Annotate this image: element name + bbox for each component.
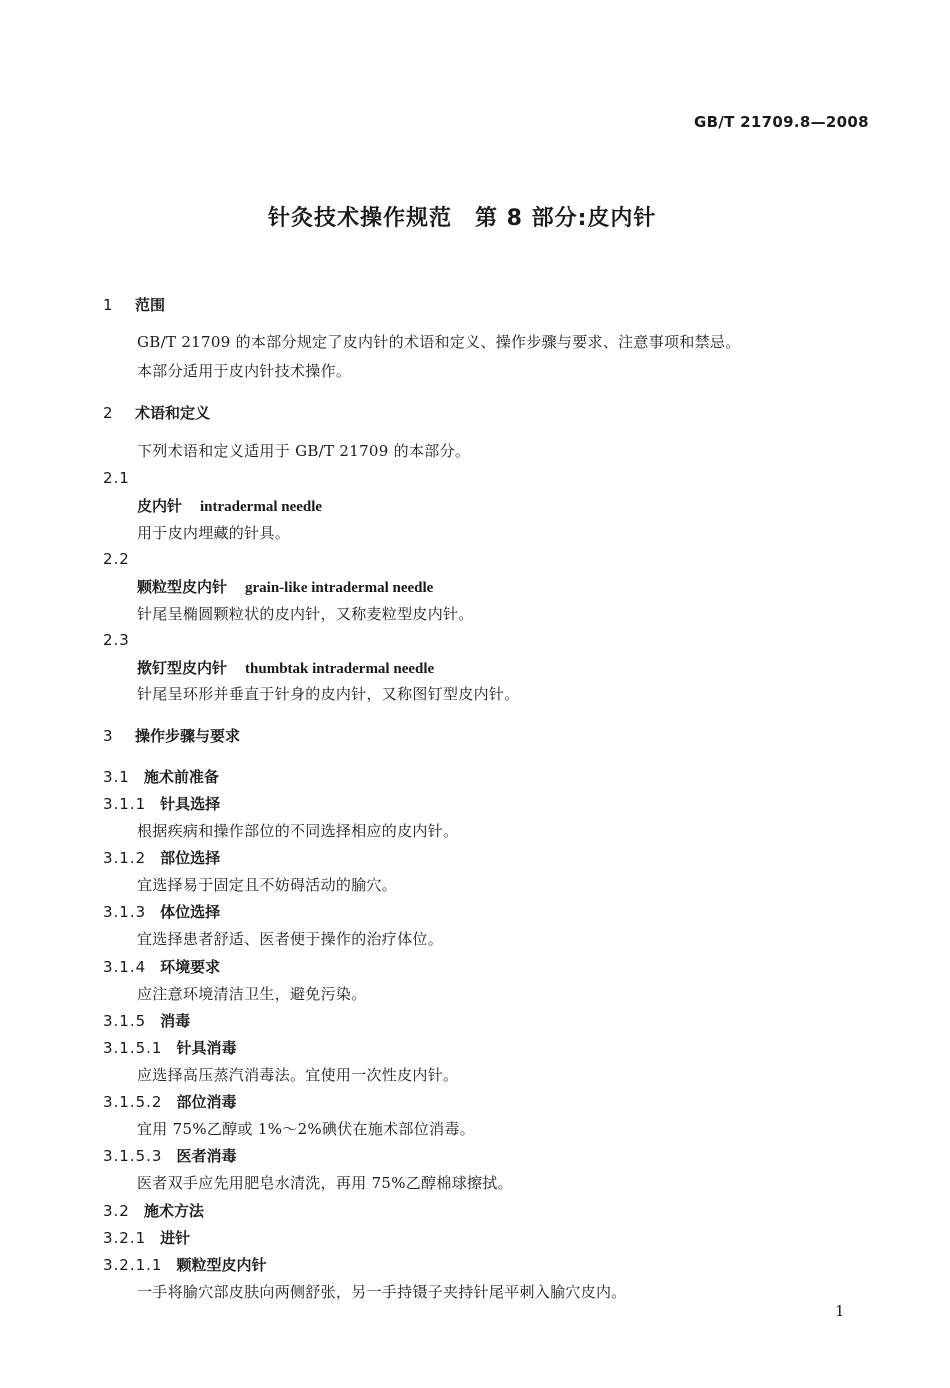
section-number: 3 xyxy=(103,727,113,745)
section-1-heading xyxy=(103,294,165,315)
subsection-title: 针具消毒 xyxy=(176,1039,237,1057)
paragraph: 应注意环境清洁卫生，避免污染。 xyxy=(137,985,367,1003)
subsection-number: 3.1.5 xyxy=(103,1012,147,1030)
subsection-number: 3.1.4 xyxy=(103,958,147,976)
subsection-title: 环境要求 xyxy=(160,958,221,976)
term-definition: 针尾呈环形并垂直于针身的皮内针，又称图钉型皮内针。 xyxy=(137,685,520,703)
paragraph: 宜选择患者舒适、医者便于操作的治疗体位。 xyxy=(137,930,444,948)
subsection-heading xyxy=(103,1227,190,1248)
section-number: 1 xyxy=(103,296,113,314)
term-en: thumbtak intradermal needle xyxy=(245,661,435,677)
subsection-title: 颗粒型皮内针 xyxy=(176,1256,267,1274)
paragraph: 一手将腧穴部皮肤向两侧舒张，另一手持镊子夹持针尾平刺入腧穴皮内。 xyxy=(137,1283,627,1301)
subsection-number: 3.1 xyxy=(103,768,130,786)
subsection-heading xyxy=(103,1200,204,1221)
term-heading xyxy=(137,576,433,597)
document-title: 针灸技术操作规范 第 8 部分:皮内针 xyxy=(268,206,657,231)
subsection-heading xyxy=(103,1091,237,1112)
page-number: 1 xyxy=(835,1302,845,1320)
subsection-heading xyxy=(103,793,220,814)
paragraph: 本部分适用于皮内针技术操作。 xyxy=(137,362,352,380)
paragraph: 下列术语和定义适用于 GB/T 21709 的本部分。 xyxy=(137,442,471,460)
paragraph: 宜用 75%乙醇或 1%～2%碘伏在施术部位消毒。 xyxy=(137,1120,475,1138)
paragraph: GB/T 21709 的本部分规定了皮内针的术语和定义、操作步骤与要求、注意事项和禁忌。 xyxy=(137,333,741,351)
subsection-title: 施术前准备 xyxy=(143,768,219,786)
subsection-number: 3.1.1 xyxy=(103,795,147,813)
standard-code: GB/T 21709.8—2008 xyxy=(694,113,869,131)
subsection-number: 3.2 xyxy=(103,1202,130,1220)
term-heading xyxy=(137,657,434,678)
subsection-number: 3.2.1.1 xyxy=(103,1256,163,1274)
subsection-number: 3.1.5.3 xyxy=(103,1147,163,1165)
subsection-heading xyxy=(103,901,220,922)
subsection-number: 3.1.3 xyxy=(103,903,147,921)
term-number: 2.1 xyxy=(103,469,130,487)
term-heading xyxy=(137,495,322,516)
subsection-number: 3.1.2 xyxy=(103,849,147,867)
term-en: intradermal needle xyxy=(200,499,323,515)
subsection-title: 进针 xyxy=(160,1229,191,1247)
section-3-heading xyxy=(103,725,240,746)
term-number: 2.3 xyxy=(103,631,130,649)
subsection-title: 消毒 xyxy=(160,1012,191,1030)
paragraph: 根据疾病和操作部位的不同选择相应的皮内针。 xyxy=(137,822,459,840)
term-zh: 皮内针 xyxy=(137,497,183,515)
subsection-heading xyxy=(103,1010,190,1031)
subsection-number: 3.1.5.1 xyxy=(103,1039,163,1057)
term-en: grain-like intradermal needle xyxy=(245,580,434,596)
paragraph: 宜选择易于固定且不妨碍活动的腧穴。 xyxy=(137,876,398,894)
paragraph: 应选择高压蒸汽消毒法。宜使用一次性皮内针。 xyxy=(137,1066,459,1084)
subsection-heading xyxy=(103,1037,237,1058)
term-zh: 颗粒型皮内针 xyxy=(137,578,228,596)
subsection-heading xyxy=(103,1145,237,1166)
subsection-title: 医者消毒 xyxy=(176,1147,237,1165)
subsection-number: 3.1.5.2 xyxy=(103,1093,163,1111)
subsection-heading xyxy=(103,956,220,977)
section-2-heading xyxy=(103,402,210,423)
subsection-title: 针具选择 xyxy=(160,795,221,813)
subsection-title: 部位消毒 xyxy=(176,1093,237,1111)
subsection-title: 部位选择 xyxy=(160,849,221,867)
subsection-title: 施术方法 xyxy=(143,1202,204,1220)
subsection-heading xyxy=(103,847,220,868)
subsection-heading xyxy=(103,1254,267,1275)
subsection-number: 3.2.1 xyxy=(103,1229,147,1247)
section-number: 2 xyxy=(103,404,113,422)
section-title: 范围 xyxy=(135,296,166,314)
term-number: 2.2 xyxy=(103,550,130,568)
term-definition: 针尾呈椭圆颗粒状的皮内针，又称麦粒型皮内针。 xyxy=(137,605,474,623)
section-title: 操作步骤与要求 xyxy=(135,727,241,745)
subsection-heading xyxy=(103,766,219,787)
term-zh: 揿钉型皮内针 xyxy=(137,659,228,677)
section-title: 术语和定义 xyxy=(135,404,211,422)
subsection-title: 体位选择 xyxy=(160,903,221,921)
term-definition: 用于皮内埋藏的针具。 xyxy=(137,524,291,542)
paragraph: 医者双手应先用肥皂水清洗，再用 75%乙醇棉球擦拭。 xyxy=(137,1174,513,1192)
